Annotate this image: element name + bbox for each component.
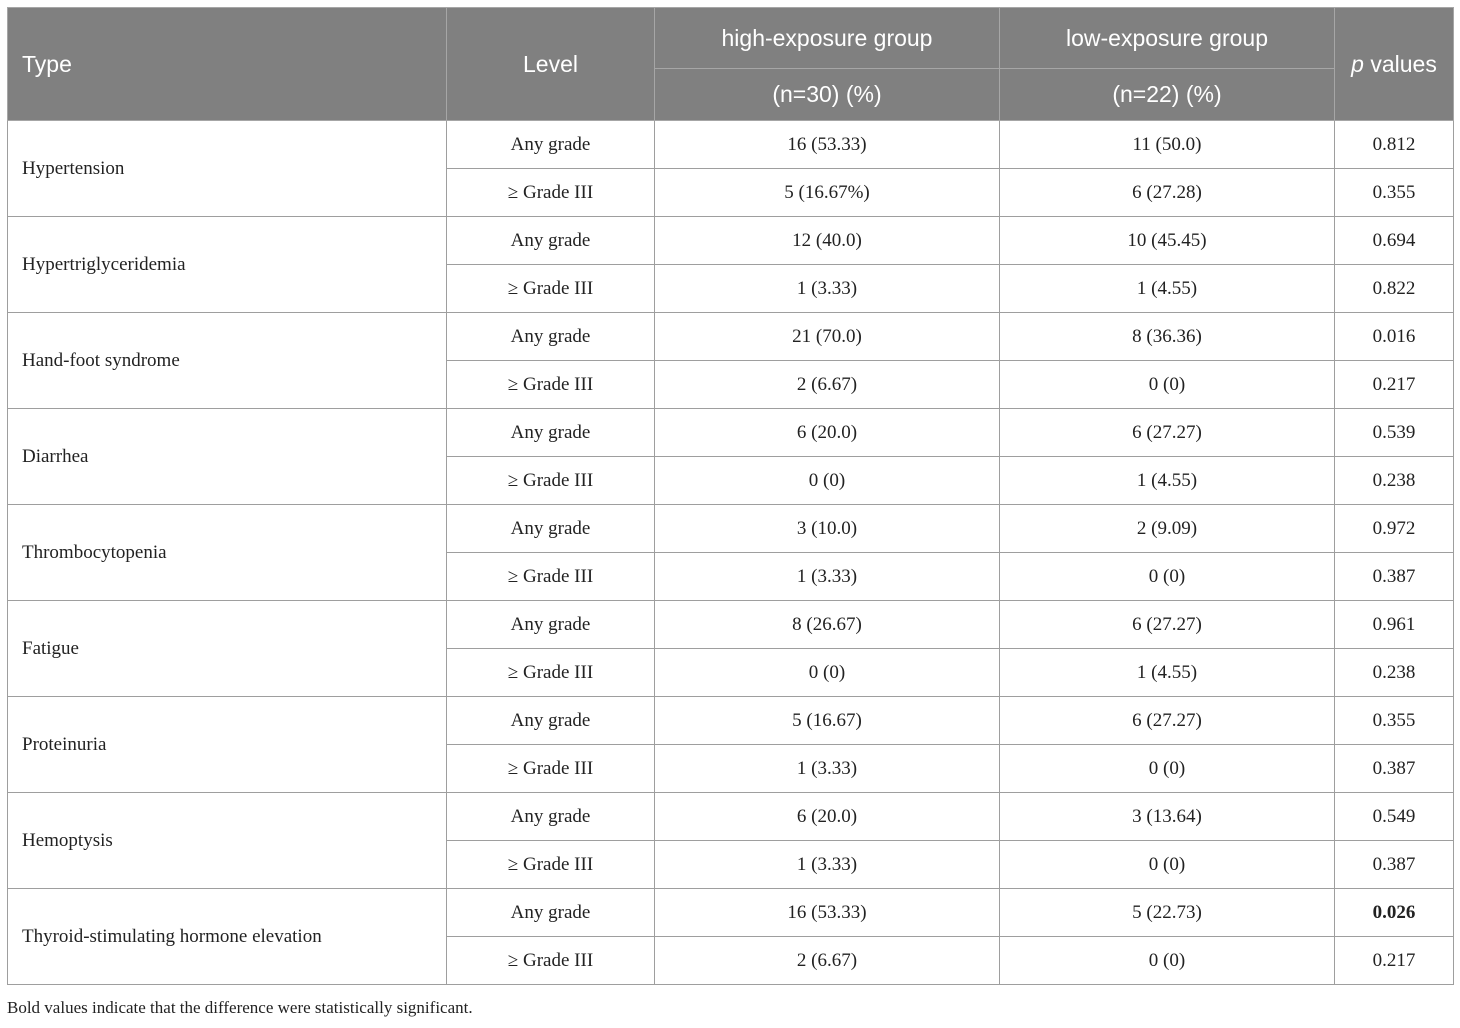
header-p-values <box>1335 8 1454 121</box>
p-value-cell: 0.539 <box>1335 409 1454 457</box>
high-exposure-cell: 0 (0) <box>655 649 1000 697</box>
level-cell: Any grade <box>447 121 655 169</box>
high-exposure-cell: 8 (26.67) <box>655 601 1000 649</box>
table-row <box>8 505 1454 553</box>
type-cell: Diarrhea <box>8 409 447 505</box>
level-cell: ≥ Grade III <box>447 649 655 697</box>
level-cell: Any grade <box>447 889 655 937</box>
type-cell: Hand-foot syndrome <box>8 313 447 409</box>
level-cell: Any grade <box>447 409 655 457</box>
low-exposure-cell: 5 (22.73) <box>1000 889 1335 937</box>
type-cell: Proteinuria <box>8 697 447 793</box>
header-p-italic: p <box>1351 50 1364 77</box>
header-p-rest: values <box>1363 50 1437 77</box>
p-value-cell: 0.961 <box>1335 601 1454 649</box>
p-value-cell: 0.355 <box>1335 697 1454 745</box>
table-row <box>8 217 1454 265</box>
low-exposure-cell: 11 (50.0) <box>1000 121 1335 169</box>
type-cell: Thyroid-stimulating hormone elevation <box>8 889 447 985</box>
high-exposure-cell: 5 (16.67%) <box>655 169 1000 217</box>
header-low-n: (n=22) (%) <box>1000 69 1335 121</box>
p-value-cell: 0.549 <box>1335 793 1454 841</box>
p-value-cell: 0.387 <box>1335 841 1454 889</box>
table-row <box>8 409 1454 457</box>
p-value-cell: 0.238 <box>1335 649 1454 697</box>
high-exposure-cell: 1 (3.33) <box>655 745 1000 793</box>
low-exposure-cell: 10 (45.45) <box>1000 217 1335 265</box>
level-cell: ≥ Grade III <box>447 745 655 793</box>
type-cell: Hypertension <box>8 121 447 217</box>
low-exposure-cell: 1 (4.55) <box>1000 265 1335 313</box>
table-header <box>8 8 1454 121</box>
low-exposure-cell: 0 (0) <box>1000 937 1335 985</box>
header-low-group: low-exposure group <box>1000 8 1335 69</box>
table-row <box>8 793 1454 841</box>
table-row <box>8 313 1454 361</box>
high-exposure-cell: 1 (3.33) <box>655 265 1000 313</box>
p-value-cell: 0.387 <box>1335 745 1454 793</box>
high-exposure-cell: 6 (20.0) <box>655 793 1000 841</box>
p-value-cell: 0.026 <box>1335 889 1454 937</box>
low-exposure-cell: 1 (4.55) <box>1000 649 1335 697</box>
p-value-cell: 0.217 <box>1335 937 1454 985</box>
low-exposure-cell: 2 (9.09) <box>1000 505 1335 553</box>
high-exposure-cell: 2 (6.67) <box>655 361 1000 409</box>
p-value-cell: 0.812 <box>1335 121 1454 169</box>
low-exposure-cell: 3 (13.64) <box>1000 793 1335 841</box>
table-row <box>8 601 1454 649</box>
p-value-cell: 0.238 <box>1335 457 1454 505</box>
high-exposure-cell: 21 (70.0) <box>655 313 1000 361</box>
header-high-n: (n=30) (%) <box>655 69 1000 121</box>
p-value-cell: 0.217 <box>1335 361 1454 409</box>
low-exposure-cell: 6 (27.27) <box>1000 697 1335 745</box>
level-cell: Any grade <box>447 697 655 745</box>
level-cell: Any grade <box>447 313 655 361</box>
high-exposure-cell: 5 (16.67) <box>655 697 1000 745</box>
high-exposure-cell: 1 (3.33) <box>655 553 1000 601</box>
level-cell: ≥ Grade III <box>447 265 655 313</box>
high-exposure-cell: 0 (0) <box>655 457 1000 505</box>
low-exposure-cell: 0 (0) <box>1000 841 1335 889</box>
level-cell: ≥ Grade III <box>447 361 655 409</box>
low-exposure-cell: 0 (0) <box>1000 745 1335 793</box>
level-cell: ≥ Grade III <box>447 457 655 505</box>
header-level: Level <box>447 8 655 121</box>
level-cell: ≥ Grade III <box>447 169 655 217</box>
table-row <box>8 889 1454 937</box>
low-exposure-cell: 6 (27.27) <box>1000 409 1335 457</box>
high-exposure-cell: 6 (20.0) <box>655 409 1000 457</box>
high-exposure-cell: 12 (40.0) <box>655 217 1000 265</box>
low-exposure-cell: 8 (36.36) <box>1000 313 1335 361</box>
header-type: Type <box>8 8 447 121</box>
low-exposure-cell: 0 (0) <box>1000 553 1335 601</box>
p-value-cell: 0.694 <box>1335 217 1454 265</box>
high-exposure-cell: 2 (6.67) <box>655 937 1000 985</box>
p-value-cell: 0.355 <box>1335 169 1454 217</box>
adverse-events-table <box>7 7 1454 985</box>
low-exposure-cell: 6 (27.27) <box>1000 601 1335 649</box>
table-row <box>8 121 1454 169</box>
table-body <box>8 121 1454 985</box>
level-cell: ≥ Grade III <box>447 841 655 889</box>
type-cell: Hypertriglyceridemia <box>8 217 447 313</box>
p-value-cell: 0.822 <box>1335 265 1454 313</box>
adverse-events-table-container <box>7 7 1453 985</box>
level-cell: Any grade <box>447 793 655 841</box>
low-exposure-cell: 6 (27.28) <box>1000 169 1335 217</box>
level-cell: Any grade <box>447 601 655 649</box>
p-value-cell: 0.387 <box>1335 553 1454 601</box>
level-cell: ≥ Grade III <box>447 553 655 601</box>
high-exposure-cell: 1 (3.33) <box>655 841 1000 889</box>
level-cell: Any grade <box>447 505 655 553</box>
level-cell: Any grade <box>447 217 655 265</box>
table-row <box>8 697 1454 745</box>
type-cell: Thrombocytopenia <box>8 505 447 601</box>
low-exposure-cell: 0 (0) <box>1000 361 1335 409</box>
p-value-cell: 0.972 <box>1335 505 1454 553</box>
table-footnote: Bold values indicate that the difference were statistically significant. <box>7 998 473 1017</box>
level-cell: ≥ Grade III <box>447 937 655 985</box>
low-exposure-cell: 1 (4.55) <box>1000 457 1335 505</box>
high-exposure-cell: 16 (53.33) <box>655 121 1000 169</box>
high-exposure-cell: 16 (53.33) <box>655 889 1000 937</box>
type-cell: Hemoptysis <box>8 793 447 889</box>
type-cell: Fatigue <box>8 601 447 697</box>
p-value-cell: 0.016 <box>1335 313 1454 361</box>
header-high-group: high-exposure group <box>655 8 1000 69</box>
high-exposure-cell: 3 (10.0) <box>655 505 1000 553</box>
